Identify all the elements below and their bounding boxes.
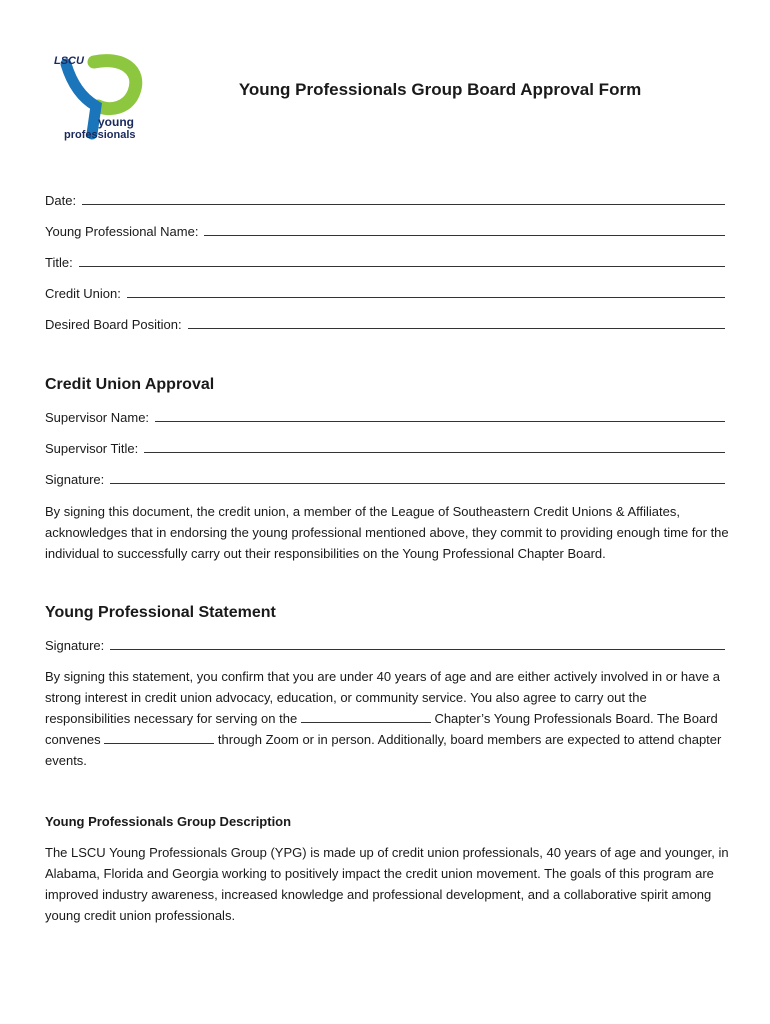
yp-signature-field[interactable] <box>45 638 725 653</box>
logo-y-stroke <box>66 64 96 134</box>
yp-signature-label: Signature: <box>45 638 105 653</box>
logo-lscu-text: LSCU <box>54 55 84 67</box>
cu-signature-label: Signature: <box>45 472 105 487</box>
supervisor-name-line[interactable] <box>155 412 725 422</box>
description-paragraph: The LSCU Young Professionals Group (YPG) is made up of credit union professionals, 40 years of age and younger, in Alabama, Florida and Georgia working to positively impact the credit union movement. The goals of this program are improved industry awareness, increased knowledge and professional development, and a collaborative spirit among young credit union professionals. <box>45 845 729 923</box>
date-field[interactable] <box>45 193 725 208</box>
desired-position-line[interactable] <box>188 319 725 329</box>
date-label: Date: <box>45 193 77 208</box>
title-label: Title: <box>45 255 73 270</box>
supervisor-name-field[interactable] <box>45 410 725 425</box>
logo-professionals-text: professionals <box>64 129 136 141</box>
chapter-blank[interactable] <box>301 711 431 723</box>
supervisor-name-label: Supervisor Name: <box>45 410 150 425</box>
cu-signature-field[interactable] <box>45 472 725 487</box>
credit-union-label: Credit Union: <box>45 286 121 301</box>
supervisor-title-label: Supervisor Title: <box>45 441 139 456</box>
date-line[interactable] <box>82 195 725 205</box>
convenes-blank[interactable] <box>104 732 214 744</box>
yp-signature-line[interactable] <box>110 640 725 650</box>
cu-approval-heading: Credit Union Approval <box>45 376 215 393</box>
yp-statement-paragraph <box>45 666 735 771</box>
logo-young-text: young <box>98 115 134 129</box>
logo-p-bowl <box>94 61 136 109</box>
supervisor-title-line[interactable] <box>144 443 725 453</box>
desired-position-field[interactable] <box>45 317 725 332</box>
form-title: Young Professionals Group Board Approval Form <box>238 80 642 99</box>
credit-union-field[interactable] <box>45 286 725 301</box>
name-label: Young Professional Name: <box>45 224 199 239</box>
yp-statement-text-1: By signing this statement, you confirm that you are under 40 years of age and are either actively involved in or have a strong interest in credit union advocacy, education, or community service. You also agree to carry out the responsibilities necessary for serving on the <box>45 669 720 726</box>
yp-statement-text-2: Chapter’s Young Professionals Board. The Board convenes <box>45 711 718 747</box>
title-field[interactable] <box>45 255 725 270</box>
yp-statement-text-3: through Zoom or in person. Additionally, board members are expected to attend chapter events. <box>45 732 722 768</box>
desired-position-label: Desired Board Position: <box>45 317 182 332</box>
yp-statement-heading: Young Professional Statement <box>45 604 276 621</box>
name-field[interactable] <box>45 224 725 239</box>
title-line[interactable] <box>79 257 725 267</box>
name-line[interactable] <box>204 226 725 236</box>
lscu-young-professionals-logo <box>52 50 147 142</box>
credit-union-line[interactable] <box>127 288 725 298</box>
cu-approval-paragraph: By signing this document, the credit union, a member of the League of Southeastern Credit Unions & Affiliates, acknowledges that in endorsing the young professional mentioned above, they commit to providing enough time for the individual to successfully carry out their responsibilities on the Young Professional Chapter Board. <box>45 504 729 561</box>
supervisor-title-field[interactable] <box>45 441 725 456</box>
description-heading: Young Professionals Group Description <box>45 814 292 829</box>
cu-signature-line[interactable] <box>110 474 725 484</box>
